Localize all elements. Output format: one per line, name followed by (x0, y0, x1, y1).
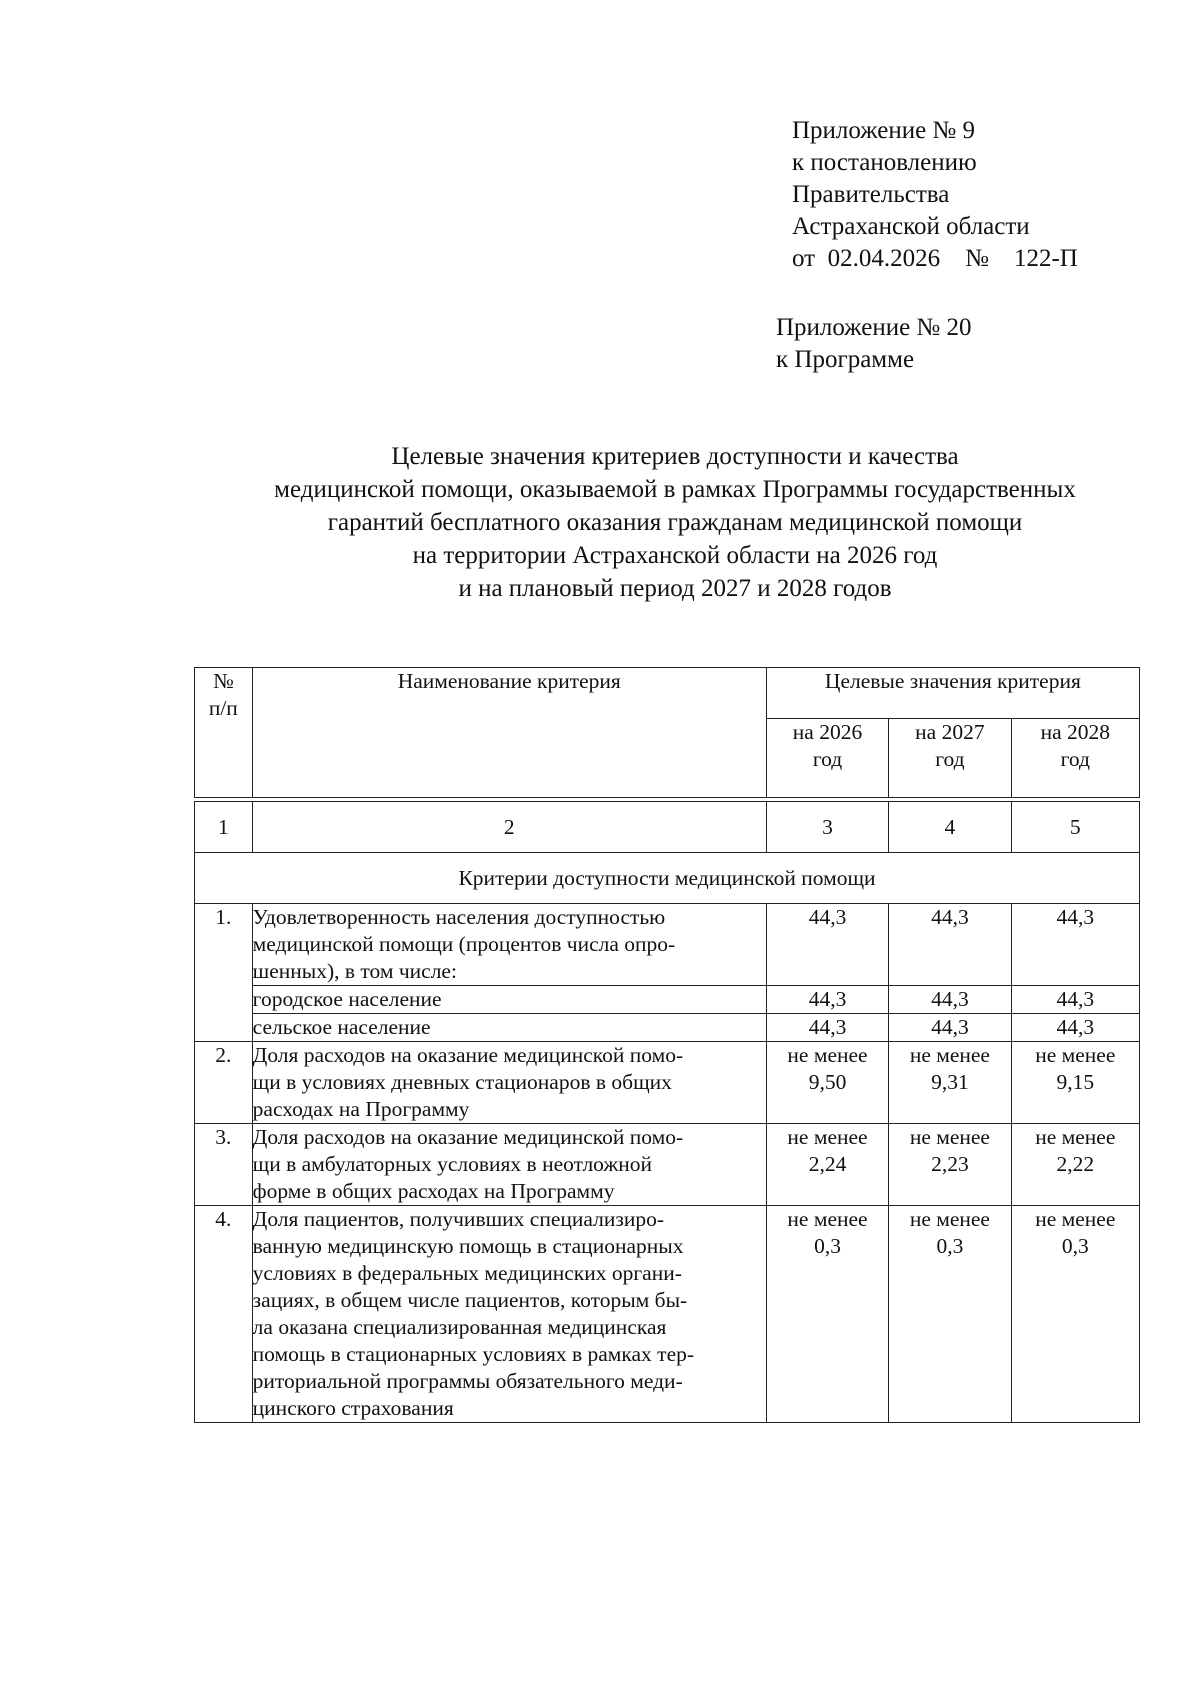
header-year-line: на 2028 (1040, 720, 1111, 744)
criterion-line: Доля расходов на оказание медицинской помо- (252, 1125, 684, 1149)
value-2026 (766, 1042, 888, 1124)
value-2026 (766, 1124, 888, 1206)
section-title: Критерии доступности медицинской помощи (195, 853, 1140, 904)
criterion-name: сельское население (252, 1014, 766, 1042)
value-qualifier: не менее (787, 1207, 868, 1231)
value-2027 (889, 1124, 1011, 1206)
table-row (195, 1014, 1140, 1042)
header-year-2027 (889, 719, 1011, 798)
table-row (195, 1042, 1140, 1124)
value-2027 (889, 1206, 1011, 1423)
title-line: гарантий бесплатного оказания гражданам медицинской помощи (327, 509, 1023, 536)
row-number: 1. (195, 904, 253, 1042)
value-qualifier: не менее (1035, 1125, 1116, 1149)
value-2026: 44,3 (766, 904, 888, 986)
value-number: 0,3 (936, 1234, 964, 1258)
criterion-name (252, 1042, 766, 1124)
header-year-2028 (1011, 719, 1139, 798)
header-number-line: № (213, 669, 234, 693)
table-row (195, 904, 1140, 986)
header-number-line: п/п (208, 696, 238, 720)
criterion-line: риториальной программы обязательного меди- (252, 1369, 683, 1393)
table-row (195, 1206, 1140, 1423)
table-row (195, 986, 1140, 1014)
document-title (150, 440, 1200, 605)
value-number: 2,22 (1056, 1152, 1095, 1176)
criterion-line: ла оказана специализированная медицинская (252, 1315, 667, 1339)
row-number: 4. (195, 1206, 253, 1423)
appendix-line: к Программе (776, 346, 915, 373)
value-number: 2,24 (808, 1152, 847, 1176)
value-number: 9,50 (808, 1070, 847, 1094)
value-number: 9,31 (931, 1070, 969, 1094)
value-2027: 44,3 (889, 986, 1011, 1014)
value-2028 (1011, 1124, 1139, 1206)
criterion-name (252, 1124, 766, 1206)
header-year-line: на 2027 (915, 720, 985, 744)
header-year-line: год (1060, 747, 1090, 771)
criterion-line: Удовлетворенность населения доступностью (252, 905, 666, 929)
appendix-line: Правительства (792, 181, 950, 208)
value-number: 2,23 (931, 1152, 969, 1176)
value-qualifier: не менее (1035, 1043, 1116, 1067)
column-index-row (195, 802, 1140, 853)
value-2027 (889, 1042, 1011, 1124)
value-2028: 44,3 (1011, 986, 1139, 1014)
criterion-line: форме в общих расходах на Программу (252, 1179, 615, 1203)
criterion-name (252, 1206, 766, 1423)
value-2028 (1011, 1206, 1139, 1423)
appendix-line: к постановлению (792, 149, 977, 176)
criterion-line: расходах на Программу (252, 1097, 470, 1121)
criterion-line: Доля пациентов, получивших специализиро- (252, 1207, 665, 1231)
title-line: медицинской помощи, оказываемой в рамках Программы государственных (274, 476, 1076, 503)
header-year-line: год (935, 747, 965, 771)
header-year-2026 (766, 719, 888, 798)
criterion-line: ванную медицинскую помощь в стационарных (252, 1234, 684, 1258)
header-year-line: на 2026 (792, 720, 863, 744)
value-qualifier: не менее (909, 1125, 990, 1149)
criterion-name (252, 904, 766, 986)
decree-date-number: от 02.04.2026 № 122-П (792, 245, 1078, 272)
header-target-values: Целевые значения критерия (766, 668, 1139, 719)
column-index: 5 (1011, 802, 1139, 853)
criterion-line: помощь в стационарных условиях в рамках тер- (252, 1342, 695, 1366)
criteria-table (194, 667, 1140, 1423)
value-2028 (1011, 1042, 1139, 1124)
appendix-line: Астраханской области (792, 213, 1030, 240)
criterion-line: щи в амбулаторных условиях в неотложной (252, 1152, 653, 1176)
appendix-20-block (776, 312, 972, 376)
value-2028: 44,3 (1011, 904, 1139, 986)
value-2027: 44,3 (889, 904, 1011, 986)
row-number: 2. (195, 1042, 253, 1124)
title-line: и на плановый период 2027 и 2028 годов (458, 575, 892, 602)
criterion-line: цинского страхования (252, 1396, 454, 1420)
value-2026 (766, 1206, 888, 1423)
criterion-line: шенных), в том числе: (252, 959, 457, 983)
criterion-line: Доля расходов на оказание медицинской помо- (252, 1043, 684, 1067)
title-line: Целевые значения критериев доступности и качества (391, 443, 959, 470)
value-2026: 44,3 (766, 1014, 888, 1042)
value-number: 9,15 (1056, 1070, 1095, 1094)
value-2027: 44,3 (889, 1014, 1011, 1042)
value-qualifier: не менее (787, 1043, 868, 1067)
column-index: 1 (195, 802, 253, 853)
appendix-line: Приложение № 20 (776, 314, 972, 341)
value-qualifier: не менее (909, 1043, 990, 1067)
criterion-name: городское население (252, 986, 766, 1014)
value-qualifier: не менее (909, 1207, 990, 1231)
title-line: на территории Астраханской области на 2026 год (412, 542, 938, 569)
appendix-9-block (792, 115, 1078, 275)
header-criterion-name: Наименование критерия (252, 668, 766, 798)
value-qualifier: не менее (1035, 1207, 1116, 1231)
row-number: 3. (195, 1124, 253, 1206)
criterion-line: щи в условиях дневных стационаров в общих (252, 1070, 672, 1094)
column-index: 4 (889, 802, 1011, 853)
appendix-line: Приложение № 9 (792, 117, 976, 144)
criterion-line: условиях в федеральных медицинских органи- (252, 1261, 682, 1285)
header-number (195, 668, 253, 798)
criterion-line: медицинской помощи (процентов числа опро- (252, 932, 676, 956)
value-2028: 44,3 (1011, 1014, 1139, 1042)
section-row (195, 853, 1140, 904)
header-row (195, 668, 1140, 719)
value-2026: 44,3 (766, 986, 888, 1014)
value-qualifier: не менее (787, 1125, 868, 1149)
column-index: 3 (766, 802, 888, 853)
value-number: 0,3 (814, 1234, 841, 1258)
criterion-line: зациях, в общем числе пациентов, которым бы- (252, 1288, 688, 1312)
value-number: 0,3 (1061, 1234, 1089, 1258)
table-row (195, 1124, 1140, 1206)
column-index: 2 (252, 802, 766, 853)
header-year-line: год (812, 747, 843, 771)
